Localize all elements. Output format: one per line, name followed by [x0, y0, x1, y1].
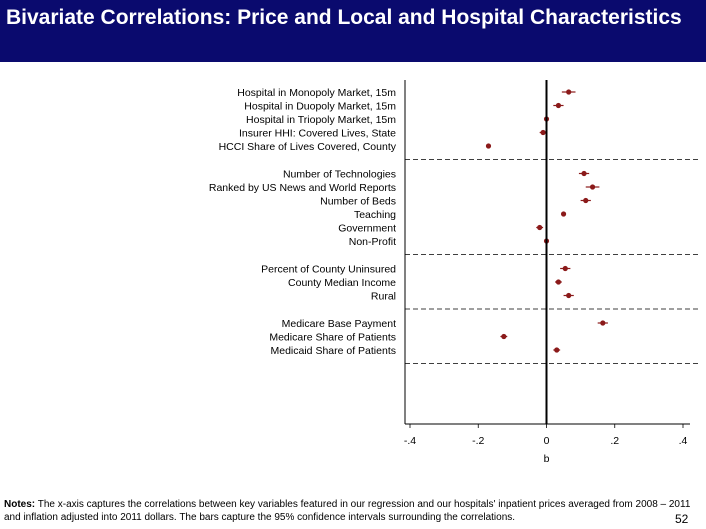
notes-label: Notes: [4, 499, 36, 510]
row-label: Rural [370, 290, 396, 303]
x-tick-label: 0 [543, 435, 550, 447]
row-label: Hospital in Monopoly Market, 15m [237, 87, 396, 99]
point-marker [556, 279, 561, 284]
x-tick-label: .4 [678, 435, 688, 447]
row-label: Medicaid Share of Patients [270, 345, 396, 357]
x-tick-label: -.4 [403, 435, 417, 447]
page-number: 52 [675, 512, 689, 526]
point-marker [561, 211, 566, 216]
x-tick-label: .2 [610, 435, 620, 447]
point-marker [566, 293, 571, 298]
point-marker [583, 198, 588, 203]
row-label: Number of Technologies [282, 168, 396, 181]
point-marker [581, 171, 586, 176]
row-label: Insurer HHI: Covered Lives, State [239, 127, 396, 140]
row-label: Percent of County Uninsured [261, 263, 396, 276]
row-label: Government [338, 222, 396, 235]
point-marker [540, 130, 545, 135]
point-marker [556, 103, 561, 108]
point-marker [600, 320, 605, 325]
point-marker [501, 334, 506, 339]
row-label: Teaching [353, 209, 396, 221]
title-bar [0, 0, 706, 62]
row-label: Number of Beds [320, 195, 396, 208]
row-label: County Median Income [288, 277, 396, 289]
point-marker [537, 225, 542, 230]
row-label: Medicare Share of Patients [269, 331, 396, 344]
point-marker [554, 347, 559, 352]
point-marker [566, 89, 571, 94]
coefficient-plot [0, 62, 706, 496]
row-label: Ranked by US News and World Reports [208, 182, 396, 194]
x-tick-label: -.2 [472, 435, 485, 447]
row-label: Medicare Base Payment [281, 318, 396, 330]
row-label: HCCI Share of Lives Covered, County [218, 141, 396, 153]
notes-text: The x-axis captures the correlations between key variables featured in our regression and our hospitals' inpatient prices averaged from 2008 – 2011 and inflation adjusted into 2011 dollars. The bars capture the 95% confidence intervals surrounding the correlations. [4, 499, 691, 523]
row-label: Hospital in Triopoly Market, 15m [246, 114, 396, 126]
x-axis-label: b [543, 453, 550, 465]
slide-title: Bivariate Correlations: Price and Local and Hospital Characteristics [6, 6, 682, 29]
point-marker [563, 266, 568, 271]
row-label: Non-Profit [348, 236, 396, 248]
point-marker [590, 184, 595, 189]
row-label: Hospital in Duopoly Market, 15m [244, 100, 396, 113]
point-marker [486, 143, 491, 148]
notes [4, 498, 694, 524]
